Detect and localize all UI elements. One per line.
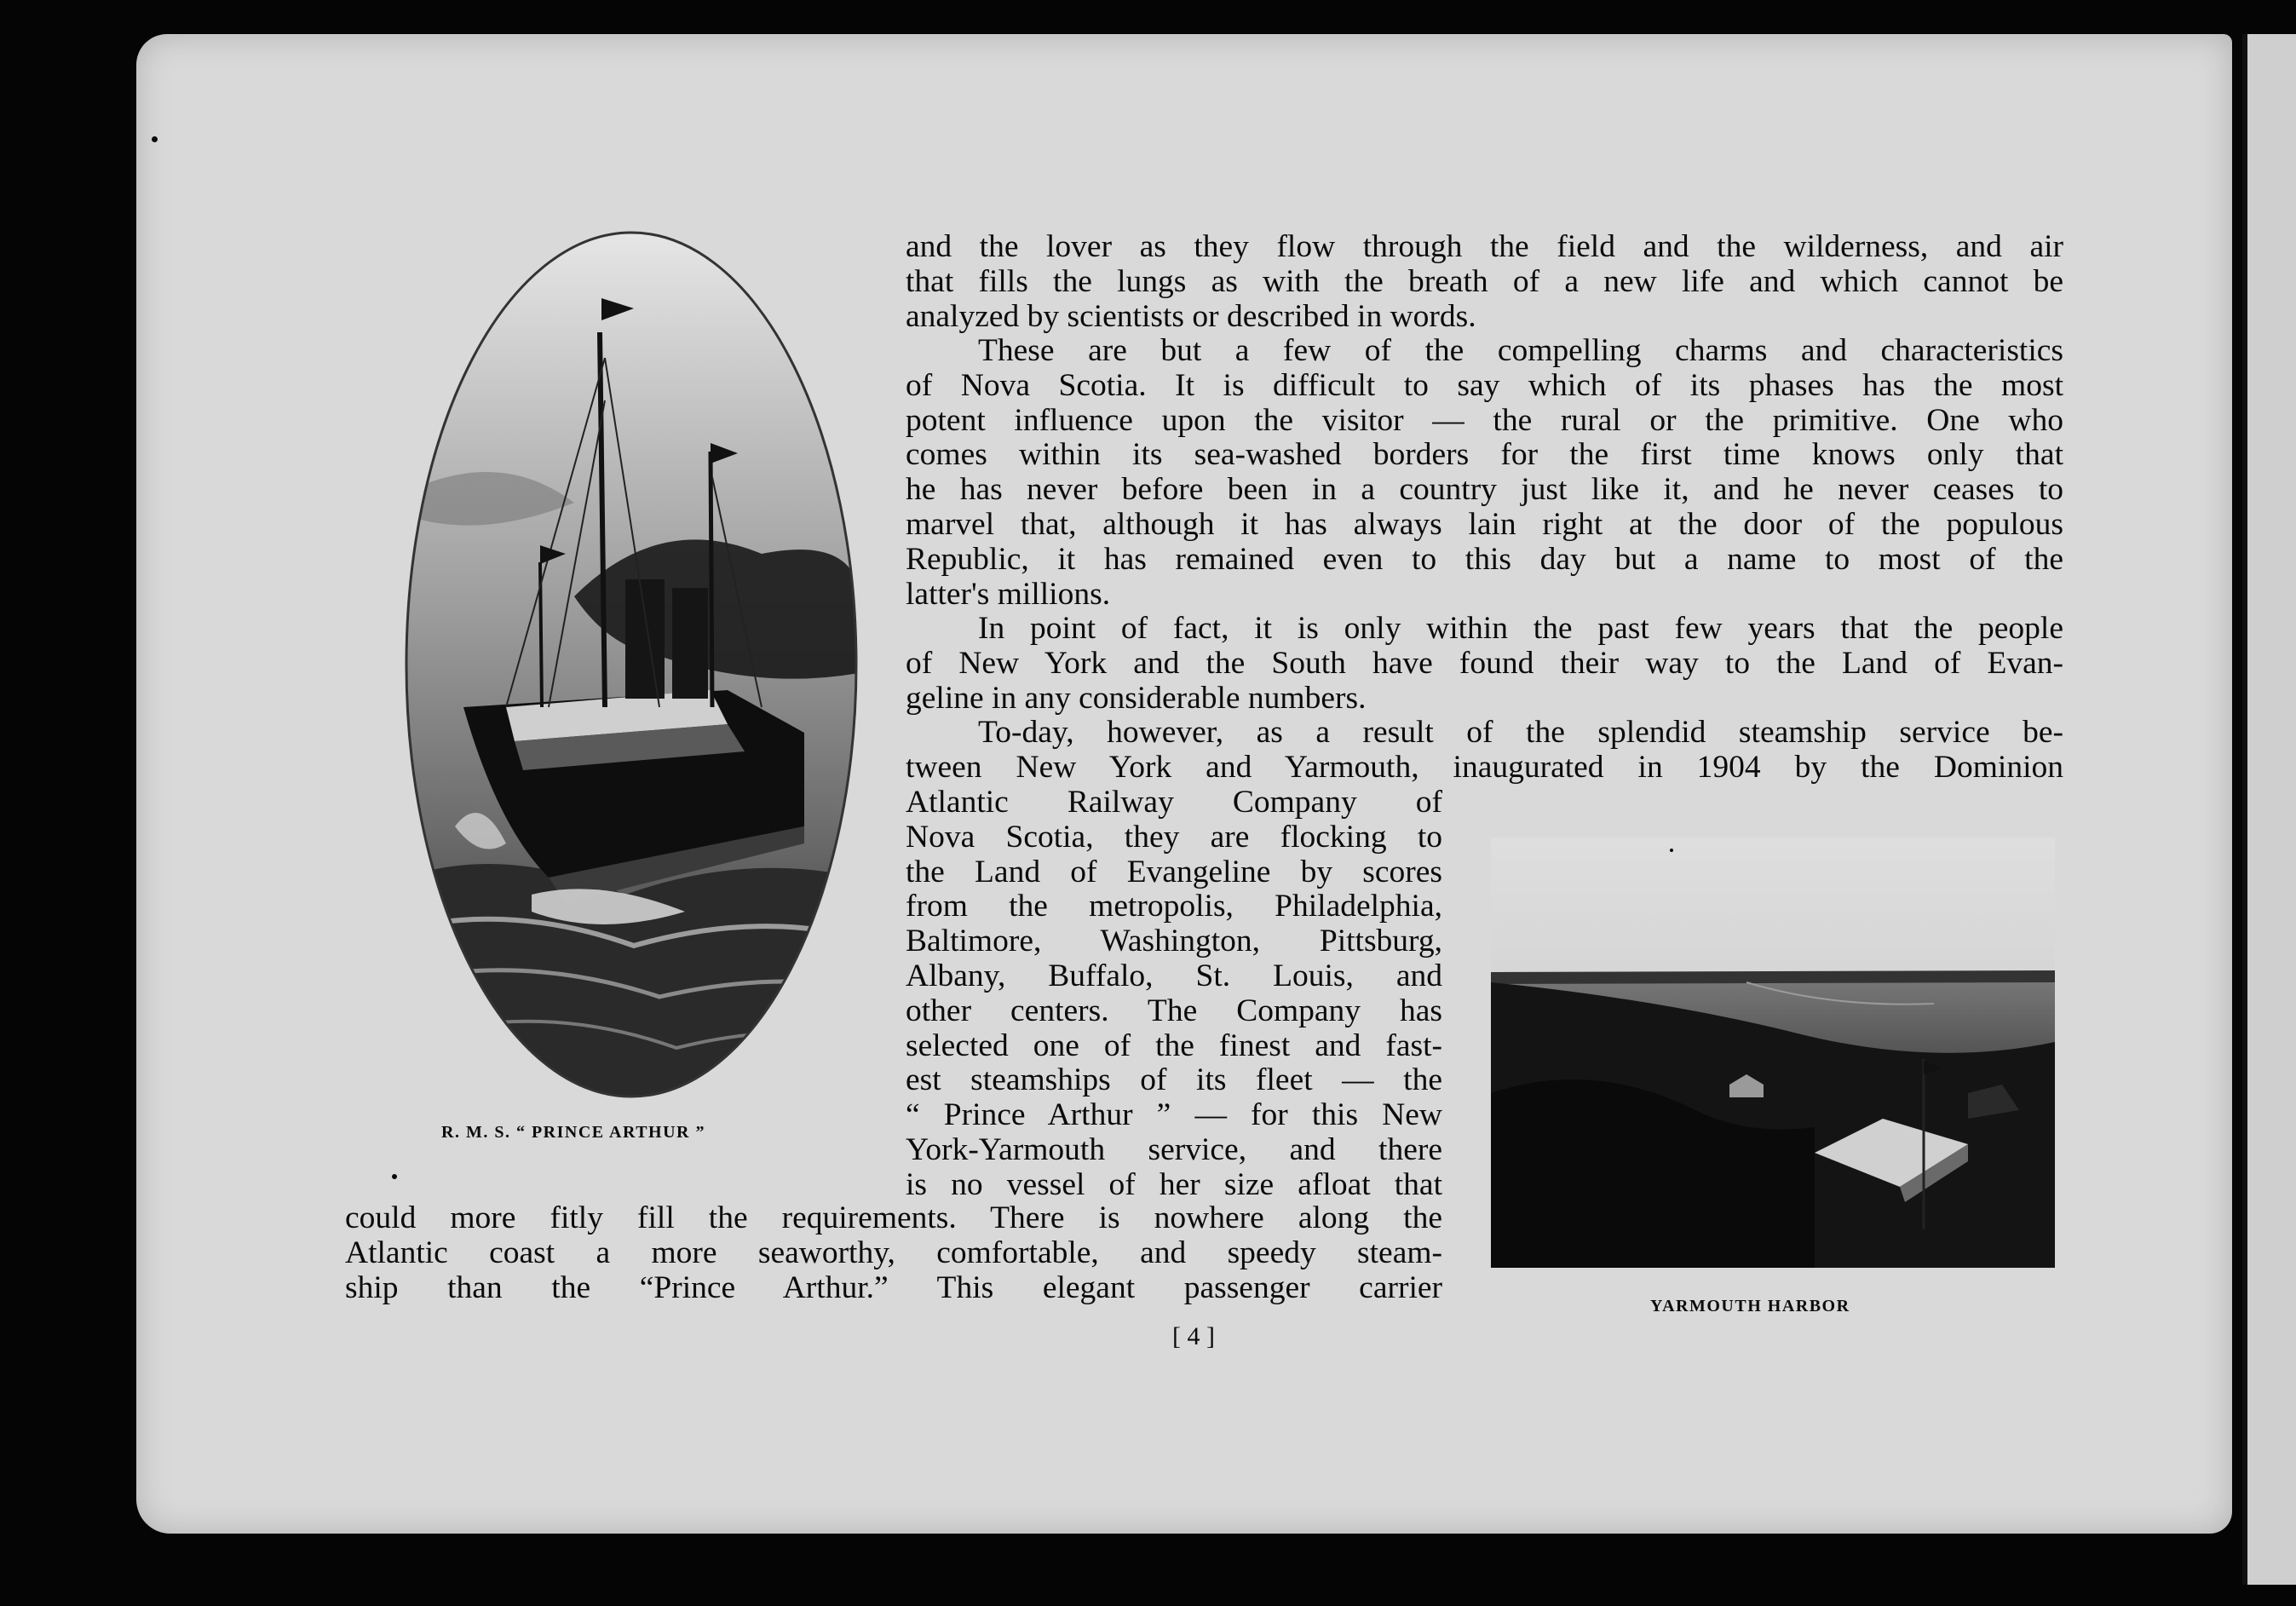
text-line: geline in any considerable numbers. [906,680,1367,716]
text-line: is no vessel of her size afloat that [906,1166,1442,1202]
page-number: [ 4 ] [1172,1322,1215,1350]
text-line: Baltimore, Washington, Pittsburg, [906,924,1442,959]
harbor-photograph [1491,838,2055,1268]
text-line: These are but a few of the compelling charms and characteristics [978,333,2063,368]
text-line: Nova Scotia, they are flocking to [906,819,1442,855]
text-line: latter's millions. [906,576,1111,612]
text-line: of New York and the South have found their way to the Land of Evan- [906,645,2063,681]
text-line: potent influence upon the visitor — the rural or the primitive. One who [906,402,2063,438]
text-line: the Land of Evangeline by scores [906,854,1442,889]
text-line: Republic, it has remained even to this day but a name to most of the [906,541,2063,577]
scan-speck [152,136,158,142]
text-line: Albany, Buffalo, St. Louis, and [906,958,1442,993]
text-line: Atlantic Railway Company of [906,785,1442,820]
text-line: tween New York and Yarmouth, inaugurated in 1904 by the Dominion [906,749,2063,785]
text-line: “ Prince Arthur ” — for this New [906,1097,1442,1133]
text-line: that fills the lungs as with the breath of a new life and which cannot be [906,263,2063,299]
ship-caption: R. M. S. “ PRINCE ARTHUR ” [441,1123,705,1142]
text-line: from the metropolis, Philadelphia, [906,889,1442,924]
paragraph-6-wide [345,1201,1442,1305]
text-line: he has never before been in a country just like it, and he never ceases to [906,472,2063,508]
paragraph-1 [906,230,2063,334]
harbor-caption: YARMOUTH HARBOR [1650,1297,1850,1315]
text-line: of Nova Scotia. It is difficult to say which of its phases has the most [906,367,2063,403]
text-line: marvel that, although it has always lain right at the door of the populous [906,506,2063,542]
paragraph-5-narrow [906,786,1442,1203]
paragraph-2 [906,334,2063,612]
text-line: York-Yarmouth service, and there [906,1131,1442,1167]
text-line: selected one of the finest and fast- [906,1027,1442,1063]
text-line: To-day, however, as a result of the splendid steamship service be- [978,715,2063,750]
scan-speck [392,1174,397,1179]
paragraph-3 [906,612,2063,716]
next-page-edge [2242,34,2296,1585]
text-line: Atlantic coast a more seaworthy, comfortable, and speedy steam- [345,1235,1442,1270]
text-line: comes within its sea-washed borders for the first time knows only that [906,437,2063,473]
text-line: could more fitly fill the requirements. There is nowhere along the [345,1200,1442,1235]
ship-illustration [404,230,859,1099]
text-line: analyzed by scientists or described in words. [906,298,1476,334]
text-line: In point of fact, it is only within the past few years that the people [978,611,2063,646]
text-line: and the lover as they flow through the field and the wilderness, and air [906,229,2063,264]
text-line: est steamships of its fleet — the [906,1062,1442,1098]
paragraph-4 [906,716,2063,786]
text-line: ship than the “Prince Arthur.” This elegant passenger carrier [345,1269,1442,1305]
text-line: other centers. The Company has [906,993,1442,1028]
scan-speck [1670,849,1673,852]
